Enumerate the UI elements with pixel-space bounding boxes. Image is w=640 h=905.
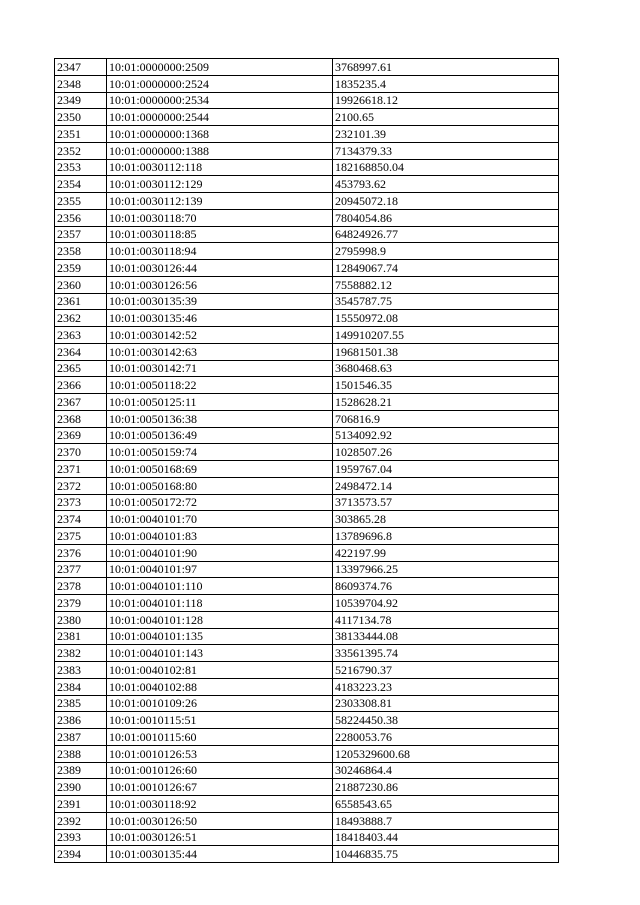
table-row	[55, 595, 559, 612]
table-row	[55, 92, 559, 109]
row-number-cell: 2350	[55, 109, 107, 126]
value-cell: 1835235.4	[333, 75, 559, 92]
table-row	[55, 327, 559, 344]
cadastral-number-cell: 10:01:0000000:1368	[107, 126, 333, 143]
cadastral-number-cell: 10:01:0040102:81	[107, 662, 333, 679]
cadastral-number-cell: 10:01:0030112:118	[107, 159, 333, 176]
value-cell: 12849067.74	[333, 260, 559, 277]
value-cell: 10446835.75	[333, 846, 559, 863]
table-row	[55, 477, 559, 494]
table-row	[55, 377, 559, 394]
value-cell: 706816.9	[333, 410, 559, 427]
row-number-cell: 2383	[55, 662, 107, 679]
table-row	[55, 410, 559, 427]
value-cell: 232101.39	[333, 126, 559, 143]
row-number-cell: 2386	[55, 712, 107, 729]
row-number-cell: 2387	[55, 729, 107, 746]
value-cell: 1959767.04	[333, 461, 559, 478]
cadastral-number-cell: 10:01:0010115:60	[107, 729, 333, 746]
value-cell: 58224450.38	[333, 712, 559, 729]
row-number-cell: 2355	[55, 193, 107, 210]
table-row	[55, 678, 559, 695]
table-row	[55, 712, 559, 729]
row-number-cell: 2385	[55, 695, 107, 712]
row-number-cell: 2354	[55, 176, 107, 193]
cadastral-number-cell: 10:01:0050172:72	[107, 494, 333, 511]
row-number-cell: 2370	[55, 444, 107, 461]
row-number-cell: 2374	[55, 511, 107, 528]
value-cell: 7134379.33	[333, 142, 559, 159]
row-number-cell: 2367	[55, 394, 107, 411]
value-cell: 19681501.38	[333, 343, 559, 360]
cadastral-number-cell: 10:01:0040101:97	[107, 561, 333, 578]
row-number-cell: 2389	[55, 762, 107, 779]
cadastral-number-cell: 10:01:0050125:11	[107, 394, 333, 411]
cadastral-number-cell: 10:01:0040101:83	[107, 528, 333, 545]
table-row	[55, 561, 559, 578]
table-body	[55, 59, 559, 863]
value-cell: 15550972.08	[333, 310, 559, 327]
cadastral-number-cell: 10:01:0040101:118	[107, 595, 333, 612]
row-number-cell: 2375	[55, 528, 107, 545]
value-cell: 20945072.18	[333, 193, 559, 210]
value-cell: 7804054.86	[333, 209, 559, 226]
table-row	[55, 461, 559, 478]
cadastral-number-cell: 10:01:0030126:44	[107, 260, 333, 277]
cadastral-number-cell: 10:01:0000000:2534	[107, 92, 333, 109]
value-cell: 5216790.37	[333, 662, 559, 679]
row-number-cell: 2369	[55, 427, 107, 444]
value-cell: 2303308.81	[333, 695, 559, 712]
table-row	[55, 276, 559, 293]
row-number-cell: 2393	[55, 829, 107, 846]
cadastral-number-cell: 10:01:0050168:69	[107, 461, 333, 478]
table-row	[55, 310, 559, 327]
row-number-cell: 2378	[55, 578, 107, 595]
table-row	[55, 193, 559, 210]
table-row	[55, 511, 559, 528]
data-table	[54, 58, 559, 863]
table-row	[55, 762, 559, 779]
value-cell: 7558882.12	[333, 276, 559, 293]
cadastral-number-cell: 10:01:0040101:110	[107, 578, 333, 595]
cadastral-number-cell: 10:01:0030135:46	[107, 310, 333, 327]
row-number-cell: 2362	[55, 310, 107, 327]
table-row	[55, 829, 559, 846]
cadastral-number-cell: 10:01:0000000:2544	[107, 109, 333, 126]
cadastral-number-cell: 10:01:0040101:128	[107, 611, 333, 628]
table-row	[55, 695, 559, 712]
value-cell: 2280053.76	[333, 729, 559, 746]
row-number-cell: 2352	[55, 142, 107, 159]
cadastral-number-cell: 10:01:0040101:90	[107, 544, 333, 561]
table-row	[55, 343, 559, 360]
row-number-cell: 2377	[55, 561, 107, 578]
row-number-cell: 2368	[55, 410, 107, 427]
row-number-cell: 2348	[55, 75, 107, 92]
row-number-cell: 2372	[55, 477, 107, 494]
row-number-cell: 2391	[55, 796, 107, 813]
row-number-cell: 2376	[55, 544, 107, 561]
table-row	[55, 745, 559, 762]
cadastral-number-cell: 10:01:0040101:143	[107, 645, 333, 662]
value-cell: 18418403.44	[333, 829, 559, 846]
value-cell: 2100.65	[333, 109, 559, 126]
cadastral-number-cell: 10:01:0050136:38	[107, 410, 333, 427]
row-number-cell: 2382	[55, 645, 107, 662]
cadastral-number-cell: 10:01:0030135:39	[107, 293, 333, 310]
row-number-cell: 2373	[55, 494, 107, 511]
table-row	[55, 444, 559, 461]
table-row	[55, 611, 559, 628]
cadastral-number-cell: 10:01:0010109:26	[107, 695, 333, 712]
value-cell: 13397966.25	[333, 561, 559, 578]
value-cell: 5134092.92	[333, 427, 559, 444]
value-cell: 303865.28	[333, 511, 559, 528]
value-cell: 64824926.77	[333, 226, 559, 243]
cadastral-number-cell: 10:01:0050159:74	[107, 444, 333, 461]
value-cell: 3768997.61	[333, 59, 559, 76]
table-row	[55, 209, 559, 226]
table-row	[55, 243, 559, 260]
row-number-cell: 2357	[55, 226, 107, 243]
table-row	[55, 662, 559, 679]
table-row	[55, 628, 559, 645]
cadastral-number-cell: 10:01:0000000:2524	[107, 75, 333, 92]
table-row	[55, 729, 559, 746]
cadastral-number-cell: 10:01:0010126:67	[107, 779, 333, 796]
value-cell: 453793.62	[333, 176, 559, 193]
value-cell: 2498472.14	[333, 477, 559, 494]
row-number-cell: 2380	[55, 611, 107, 628]
table-row	[55, 779, 559, 796]
row-number-cell: 2359	[55, 260, 107, 277]
cadastral-number-cell: 10:01:0050136:49	[107, 427, 333, 444]
row-number-cell: 2360	[55, 276, 107, 293]
value-cell: 149910207.55	[333, 327, 559, 344]
cadastral-number-cell: 10:01:0030118:94	[107, 243, 333, 260]
row-number-cell: 2356	[55, 209, 107, 226]
value-cell: 3545787.75	[333, 293, 559, 310]
row-number-cell: 2347	[55, 59, 107, 76]
value-cell: 2795998.9	[333, 243, 559, 260]
value-cell: 4183223.23	[333, 678, 559, 695]
value-cell: 3680468.63	[333, 360, 559, 377]
value-cell: 19926618.12	[333, 92, 559, 109]
table-row	[55, 59, 559, 76]
cadastral-number-cell: 10:01:0010115:51	[107, 712, 333, 729]
row-number-cell: 2394	[55, 846, 107, 863]
value-cell: 1501546.35	[333, 377, 559, 394]
value-cell: 3713573.57	[333, 494, 559, 511]
table-row	[55, 159, 559, 176]
cadastral-number-cell: 10:01:0030118:85	[107, 226, 333, 243]
table-row	[55, 142, 559, 159]
row-number-cell: 2349	[55, 92, 107, 109]
value-cell: 33561395.74	[333, 645, 559, 662]
table-row	[55, 796, 559, 813]
row-number-cell: 2388	[55, 745, 107, 762]
cadastral-number-cell: 10:01:0030142:63	[107, 343, 333, 360]
table-row	[55, 226, 559, 243]
value-cell: 422197.99	[333, 544, 559, 561]
value-cell: 18493888.7	[333, 812, 559, 829]
value-cell: 21887230.86	[333, 779, 559, 796]
value-cell: 13789696.8	[333, 528, 559, 545]
cadastral-number-cell: 10:01:0040101:135	[107, 628, 333, 645]
table-row	[55, 126, 559, 143]
cadastral-number-cell: 10:01:0030118:70	[107, 209, 333, 226]
table-row	[55, 360, 559, 377]
cadastral-number-cell: 10:01:0000000:2509	[107, 59, 333, 76]
cadastral-number-cell: 10:01:0010126:53	[107, 745, 333, 762]
value-cell: 1528628.21	[333, 394, 559, 411]
row-number-cell: 2381	[55, 628, 107, 645]
row-number-cell: 2364	[55, 343, 107, 360]
row-number-cell: 2379	[55, 595, 107, 612]
row-number-cell: 2384	[55, 678, 107, 695]
cadastral-number-cell: 10:01:0050168:80	[107, 477, 333, 494]
cadastral-number-cell: 10:01:0030112:139	[107, 193, 333, 210]
table-row	[55, 812, 559, 829]
cadastral-number-cell: 10:01:0030135:44	[107, 846, 333, 863]
cadastral-number-cell: 10:01:0030112:129	[107, 176, 333, 193]
table-row	[55, 645, 559, 662]
cadastral-number-cell: 10:01:0030126:56	[107, 276, 333, 293]
cadastral-number-cell: 10:01:0030142:71	[107, 360, 333, 377]
value-cell: 6558543.65	[333, 796, 559, 813]
value-cell: 30246864.4	[333, 762, 559, 779]
row-number-cell: 2390	[55, 779, 107, 796]
table-row	[55, 846, 559, 863]
row-number-cell: 2353	[55, 159, 107, 176]
table-row	[55, 176, 559, 193]
cadastral-number-cell: 10:01:0000000:1388	[107, 142, 333, 159]
value-cell: 4117134.78	[333, 611, 559, 628]
table-row	[55, 293, 559, 310]
row-number-cell: 2358	[55, 243, 107, 260]
value-cell: 1205329600.68	[333, 745, 559, 762]
row-number-cell: 2392	[55, 812, 107, 829]
table-row	[55, 260, 559, 277]
value-cell: 1028507.26	[333, 444, 559, 461]
cadastral-number-cell: 10:01:0050118:22	[107, 377, 333, 394]
value-cell: 10539704.92	[333, 595, 559, 612]
table-row	[55, 75, 559, 92]
row-number-cell: 2361	[55, 293, 107, 310]
row-number-cell: 2363	[55, 327, 107, 344]
cadastral-number-cell: 10:01:0030142:52	[107, 327, 333, 344]
value-cell: 38133444.08	[333, 628, 559, 645]
table-row	[55, 528, 559, 545]
cadastral-number-cell: 10:01:0030126:51	[107, 829, 333, 846]
table-row	[55, 394, 559, 411]
table-row	[55, 427, 559, 444]
row-number-cell: 2365	[55, 360, 107, 377]
row-number-cell: 2366	[55, 377, 107, 394]
cadastral-number-cell: 10:01:0030118:92	[107, 796, 333, 813]
cadastral-number-cell: 10:01:0040102:88	[107, 678, 333, 695]
row-number-cell: 2371	[55, 461, 107, 478]
value-cell: 182168850.04	[333, 159, 559, 176]
table-row	[55, 544, 559, 561]
cadastral-number-cell: 10:01:0030126:50	[107, 812, 333, 829]
table-row	[55, 578, 559, 595]
cadastral-number-cell: 10:01:0010126:60	[107, 762, 333, 779]
row-number-cell: 2351	[55, 126, 107, 143]
table-row	[55, 494, 559, 511]
value-cell: 8609374.76	[333, 578, 559, 595]
cadastral-number-cell: 10:01:0040101:70	[107, 511, 333, 528]
table-row	[55, 109, 559, 126]
